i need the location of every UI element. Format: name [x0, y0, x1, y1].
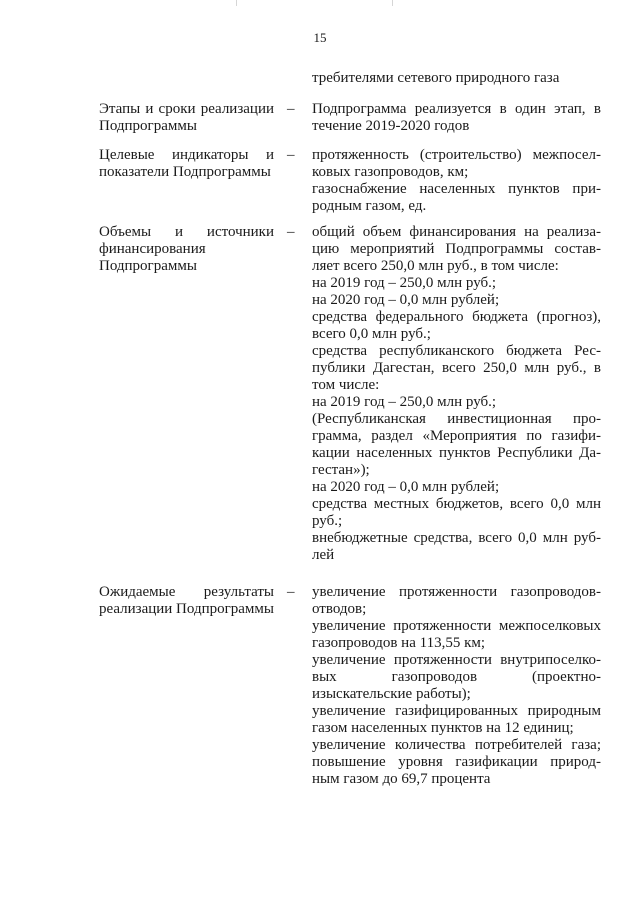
- value-line-text: всего 0,0 млн руб.;: [312, 326, 431, 342]
- value-line-text: на 2020 год – 0,0 млн рублей;: [312, 292, 500, 308]
- value-line: [312, 754, 601, 771]
- value-line-text: увеличение количества потребителей газа;: [312, 737, 601, 753]
- value-line: [312, 652, 601, 669]
- value-line-text: газом населенных пунктов на 12 единиц;: [312, 720, 574, 736]
- value-line-text: цию мероприятий Подпрограммы состав-: [312, 241, 601, 257]
- value-line: [312, 547, 601, 564]
- row-dash: –: [287, 224, 295, 240]
- value-line: [312, 198, 601, 215]
- value-line-text: увеличение протяженности внутрипоселко-: [312, 652, 601, 668]
- row-value: [312, 584, 601, 788]
- value-line: [312, 326, 601, 343]
- value-line: [312, 343, 601, 360]
- value-line-text: общий объем финансирования на реализа-: [312, 224, 601, 240]
- value-line: [312, 224, 601, 241]
- row-label: Ожидаемые результаты реализации Подпрограммы: [99, 584, 274, 617]
- value-line: [312, 411, 601, 428]
- value-line: [312, 292, 601, 309]
- value-line-text: течение 2019-2020 годов: [312, 118, 470, 134]
- value-line: [312, 720, 601, 737]
- page-number: 15: [313, 30, 327, 45]
- row-label: Этапы и сроки реализации Подпрограммы: [99, 101, 274, 134]
- value-line: [312, 309, 601, 326]
- value-line: [312, 428, 601, 445]
- value-line: [312, 181, 601, 198]
- row-label: Объемы и источники финансирования Подпрограммы: [99, 224, 274, 274]
- row-value: [312, 224, 601, 564]
- value-line: [312, 258, 601, 275]
- value-line: [312, 635, 601, 652]
- value-line-text: ляет всего 250,0 млн руб., в том числе:: [312, 258, 559, 274]
- value-line-text: увеличение протяженности межпоселковых: [312, 618, 601, 634]
- continuation-text: требителями сетевого природного газа: [312, 70, 560, 86]
- value-line-text: лей: [312, 547, 335, 563]
- value-line-text: на 2020 год – 0,0 млн рублей;: [312, 479, 500, 495]
- value-line-text: ным газом до 69,7 процента: [312, 771, 491, 787]
- value-line-text: средства федерального бюджета (прогноз),: [312, 309, 601, 325]
- value-line: [312, 479, 601, 496]
- row-value: [312, 101, 601, 135]
- value-line: [312, 377, 601, 394]
- value-line: [312, 147, 601, 164]
- value-line: [312, 496, 601, 513]
- value-line: [312, 584, 601, 601]
- value-line: [312, 771, 601, 788]
- value-line: [312, 686, 601, 703]
- value-line-text: Подпрограмма реализуется в один этап, в: [312, 101, 601, 117]
- value-line-text: (Республиканская инвестиционная про-: [312, 411, 601, 427]
- scan-artifact-top: [392, 0, 393, 6]
- value-line-text: протяженность (строительство) межпосел-: [312, 147, 601, 163]
- value-line: [312, 275, 601, 292]
- value-line-text: родным газом, ед.: [312, 198, 427, 214]
- value-line-text: средства республиканского бюджета Рес-: [312, 343, 601, 359]
- value-line: [312, 241, 601, 258]
- value-line: [312, 118, 601, 135]
- row-dash: –: [287, 147, 295, 163]
- value-line: [312, 101, 601, 118]
- value-line-text: газопроводов на 113,55 км;: [312, 635, 486, 651]
- value-line-text: на 2019 год – 250,0 млн руб.;: [312, 394, 497, 410]
- value-line-text: изыскательские работы);: [312, 686, 471, 702]
- value-line-text: средства местных бюджетов, всего 0,0 млн: [312, 496, 601, 512]
- row-label: Целевые индикаторы и показатели Подпрограммы: [99, 147, 274, 180]
- value-line: [312, 394, 601, 411]
- value-line-text: публики Дагестан, всего 250,0 млн руб., в: [312, 360, 601, 376]
- value-line: [312, 445, 601, 462]
- value-line-text: повышение уровня газификации природ-: [312, 754, 601, 770]
- value-line-text: на 2019 год – 250,0 млн руб.;: [312, 275, 497, 291]
- value-line-text: руб.;: [312, 513, 343, 529]
- value-line-text: увеличение газифицированных природным: [312, 703, 601, 719]
- value-line: [312, 669, 601, 686]
- scan-artifact-top: [236, 0, 237, 6]
- value-line: [312, 513, 601, 530]
- value-line-text: вых газопроводов (проектно-: [312, 669, 601, 685]
- value-line-text: газоснабжение населенных пунктов при-: [312, 181, 601, 197]
- value-line-text: отводов;: [312, 601, 367, 617]
- value-line: [312, 360, 601, 377]
- row-dash: –: [287, 101, 295, 117]
- value-line: [312, 703, 601, 720]
- value-line-text: увеличение протяженности газопроводов-: [312, 584, 601, 600]
- value-line: [312, 618, 601, 635]
- value-line-text: гестан»);: [312, 462, 370, 478]
- row-dash: –: [287, 584, 295, 600]
- value-line: [312, 164, 601, 181]
- value-line-text: внебюджетные средства, всего 0,0 млн руб-: [312, 530, 601, 546]
- value-line: [312, 737, 601, 754]
- row-value: [312, 147, 601, 215]
- value-line-text: грамма, раздел «Мероприятия по газифи-: [312, 428, 601, 444]
- value-line: [312, 601, 601, 618]
- value-line-text: кации населенных пунктов Республики Да-: [312, 445, 601, 461]
- value-line-text: ковых газопроводов, км;: [312, 164, 469, 180]
- value-line: [312, 530, 601, 547]
- value-line-text: том числе:: [312, 377, 380, 393]
- value-line: [312, 462, 601, 479]
